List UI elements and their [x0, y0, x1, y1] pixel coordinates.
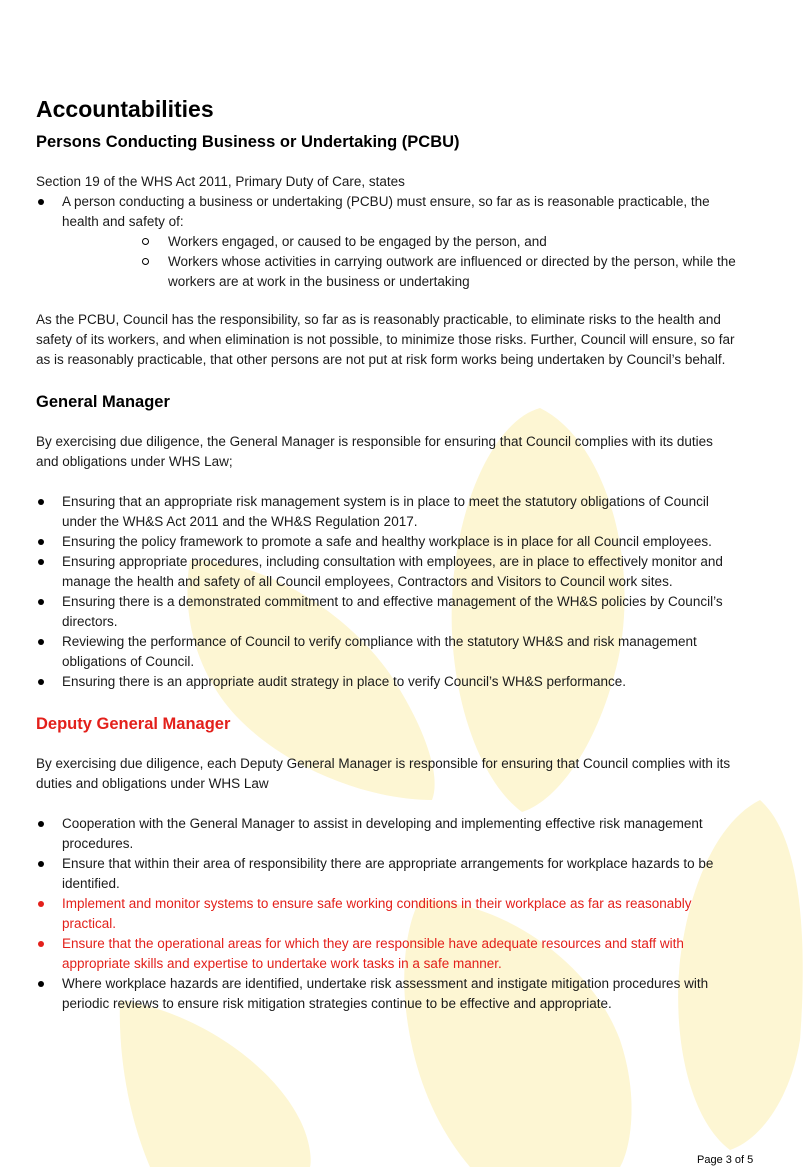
- list-item: A person conducting a business or undertaking (PCBU) must ensure, so far as is reasonable practicable, the health and safety of:: [36, 192, 736, 232]
- list-item: Workers engaged, or caused to be engaged by the person, and: [142, 232, 736, 252]
- list-item: Reviewing the performance of Council to verify compliance with the statutory WH&S and risk management obligations of Council.: [36, 632, 736, 672]
- list-item: Implement and monitor systems to ensure safe working conditions in their workplace as far as reasonably practical.: [36, 894, 736, 934]
- list-item: Ensure that the operational areas for which they are responsible have adequate resources and staff with appropriate skills and expertise to undertake work tasks in a safe manner.: [36, 934, 736, 974]
- list-item: Ensuring the policy framework to promote a safe and healthy workplace is in place for all Council employees.: [36, 532, 736, 552]
- list-item: Workers whose activities in carrying outwork are influenced or directed by the person, while the workers are at work in the business or undertaking: [142, 252, 736, 292]
- general-manager-list: [36, 492, 736, 692]
- list-item: Ensuring there is an appropriate audit strategy in place to verify Council’s WH&S performance.: [36, 672, 736, 692]
- pcbu-intro: Section 19 of the WHS Act 2011, Primary Duty of Care, states: [36, 174, 405, 189]
- deputy-general-manager-list: [36, 814, 736, 1014]
- list-item: Cooperation with the General Manager to assist in developing and implementing effective risk management procedures.: [36, 814, 736, 854]
- list-item: Ensure that within their area of responsibility there are appropriate arrangements for workplace hazards to be identified.: [36, 854, 736, 894]
- pcbu-bullet-list: [36, 192, 736, 232]
- deputy-general-manager-heading: Deputy General Manager: [36, 715, 231, 733]
- document-content: [36, 94, 736, 1014]
- pcbu-sub-list: [142, 232, 736, 292]
- list-item: Where workplace hazards are identified, undertake risk assessment and instigate mitigation procedures with periodic reviews to ensure risk mitigation strategies continue to be effective and appropriate.: [36, 974, 736, 1014]
- page-title: Accountabilities: [36, 96, 214, 122]
- pcbu-paragraph: As the PCBU, Council has the responsibility, so far as is reasonably practicable, to eliminate risks to the health and safety of its workers, and when elimination is not possible, to minimize those risks. Further, Council will ensure, so far as is reasonably practicable, that other persons are not put at risk form works being undertaken by Council’s behalf.: [36, 312, 735, 367]
- pcbu-heading: Persons Conducting Business or Undertaking (PCBU): [36, 133, 460, 151]
- general-manager-intro: By exercising due diligence, the General Manager is responsible for ensuring that Council complies with its duties and obligations under WHS Law;: [36, 434, 713, 469]
- page-number: Page 3 of 5: [697, 1154, 754, 1166]
- general-manager-heading: General Manager: [36, 393, 170, 411]
- deputy-general-manager-intro: By exercising due diligence, each Deputy General Manager is responsible for ensuring that Council complies with its duties and obligations under WHS Law: [36, 756, 731, 791]
- list-item: Ensuring that an appropriate risk management system is in place to meet the statutory obligations of Council under the WH&S Act 2011 and the WH&S Regulation 2017.: [36, 492, 736, 532]
- list-item: Ensuring appropriate procedures, including consultation with employees, are in place to effectively monitor and manage the health and safety of all Council employees, Contractors and Visitors to Council work sites.: [36, 552, 736, 592]
- list-item: Ensuring there is a demonstrated commitment to and effective management of the WH&S policies by Council’s directors.: [36, 592, 736, 632]
